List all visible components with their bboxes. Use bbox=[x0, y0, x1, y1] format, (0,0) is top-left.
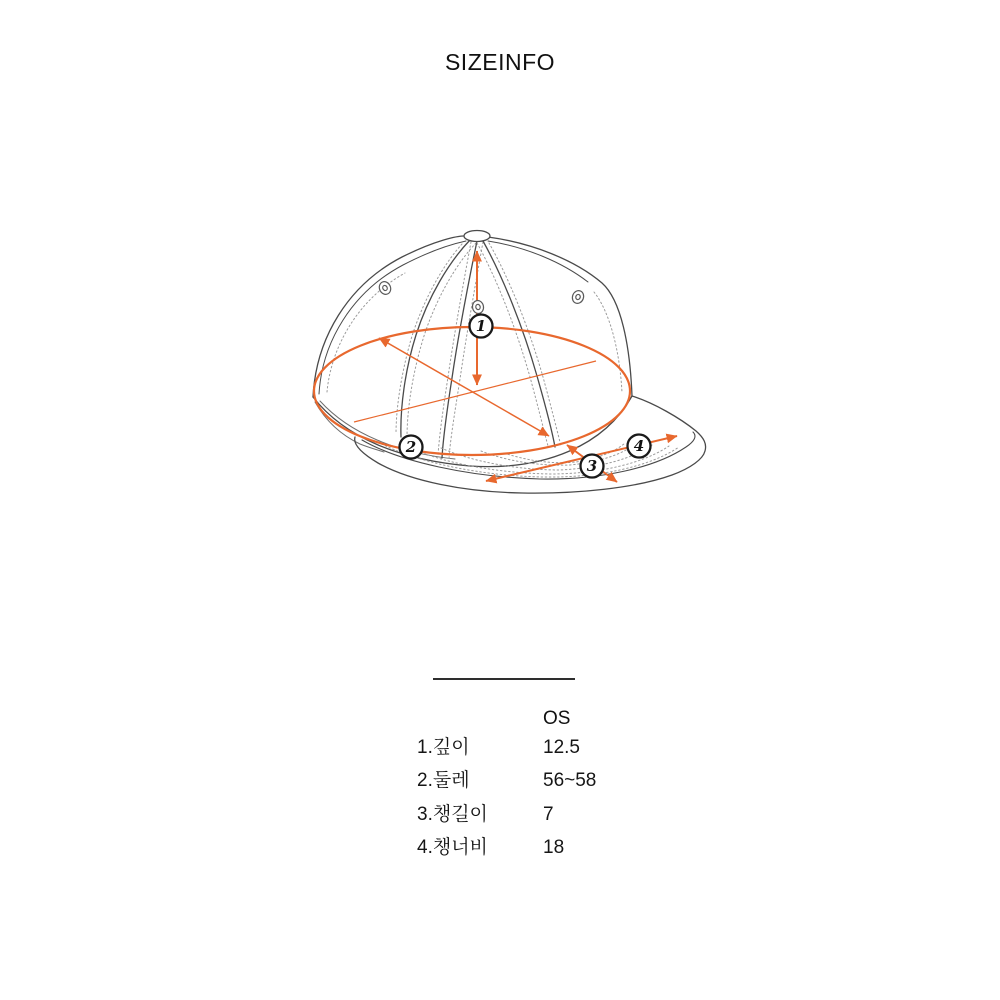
eyelet-right bbox=[571, 289, 586, 305]
cap-crown-outline bbox=[313, 236, 632, 467]
badge-1-depth bbox=[470, 315, 493, 338]
badge-3-brim-length bbox=[581, 455, 604, 478]
size-column-header: OS bbox=[543, 708, 571, 729]
size-row-label: 1.깊이 bbox=[417, 737, 470, 758]
eyelet-front bbox=[471, 300, 484, 315]
size-row-value: 12.5 bbox=[543, 737, 580, 758]
size-row-label: 2.둘레 bbox=[417, 770, 470, 792]
badge-2-circumference bbox=[400, 436, 423, 459]
table-divider bbox=[433, 678, 575, 680]
size-row-depth bbox=[417, 731, 677, 764]
size-row-label: 4.챙너비 bbox=[417, 837, 488, 859]
size-row-brim-length bbox=[417, 798, 677, 831]
badge-3-number: 3 bbox=[586, 457, 598, 475]
cap-eyelets bbox=[377, 280, 585, 315]
cap-top-button bbox=[464, 231, 490, 242]
badge-4-brim-width bbox=[628, 435, 651, 458]
badge-1-number: 1 bbox=[475, 317, 487, 335]
cap-panel-seams bbox=[396, 240, 561, 459]
size-row-value: 56~58 bbox=[543, 770, 597, 792]
size-row-value: 18 bbox=[543, 837, 565, 859]
cross-measure-line bbox=[354, 361, 596, 422]
size-row-brim-width bbox=[417, 831, 677, 864]
size-row-label: 3.챙길이 bbox=[417, 803, 488, 825]
page-title: SIZEINFO bbox=[444, 49, 556, 75]
size-rows bbox=[417, 731, 677, 865]
size-row-circumference bbox=[417, 764, 677, 797]
badge-2-number: 2 bbox=[405, 438, 417, 456]
eyelet-left bbox=[377, 280, 392, 296]
size-row-value: 7 bbox=[543, 803, 554, 825]
badge-4-number: 4 bbox=[633, 437, 645, 455]
